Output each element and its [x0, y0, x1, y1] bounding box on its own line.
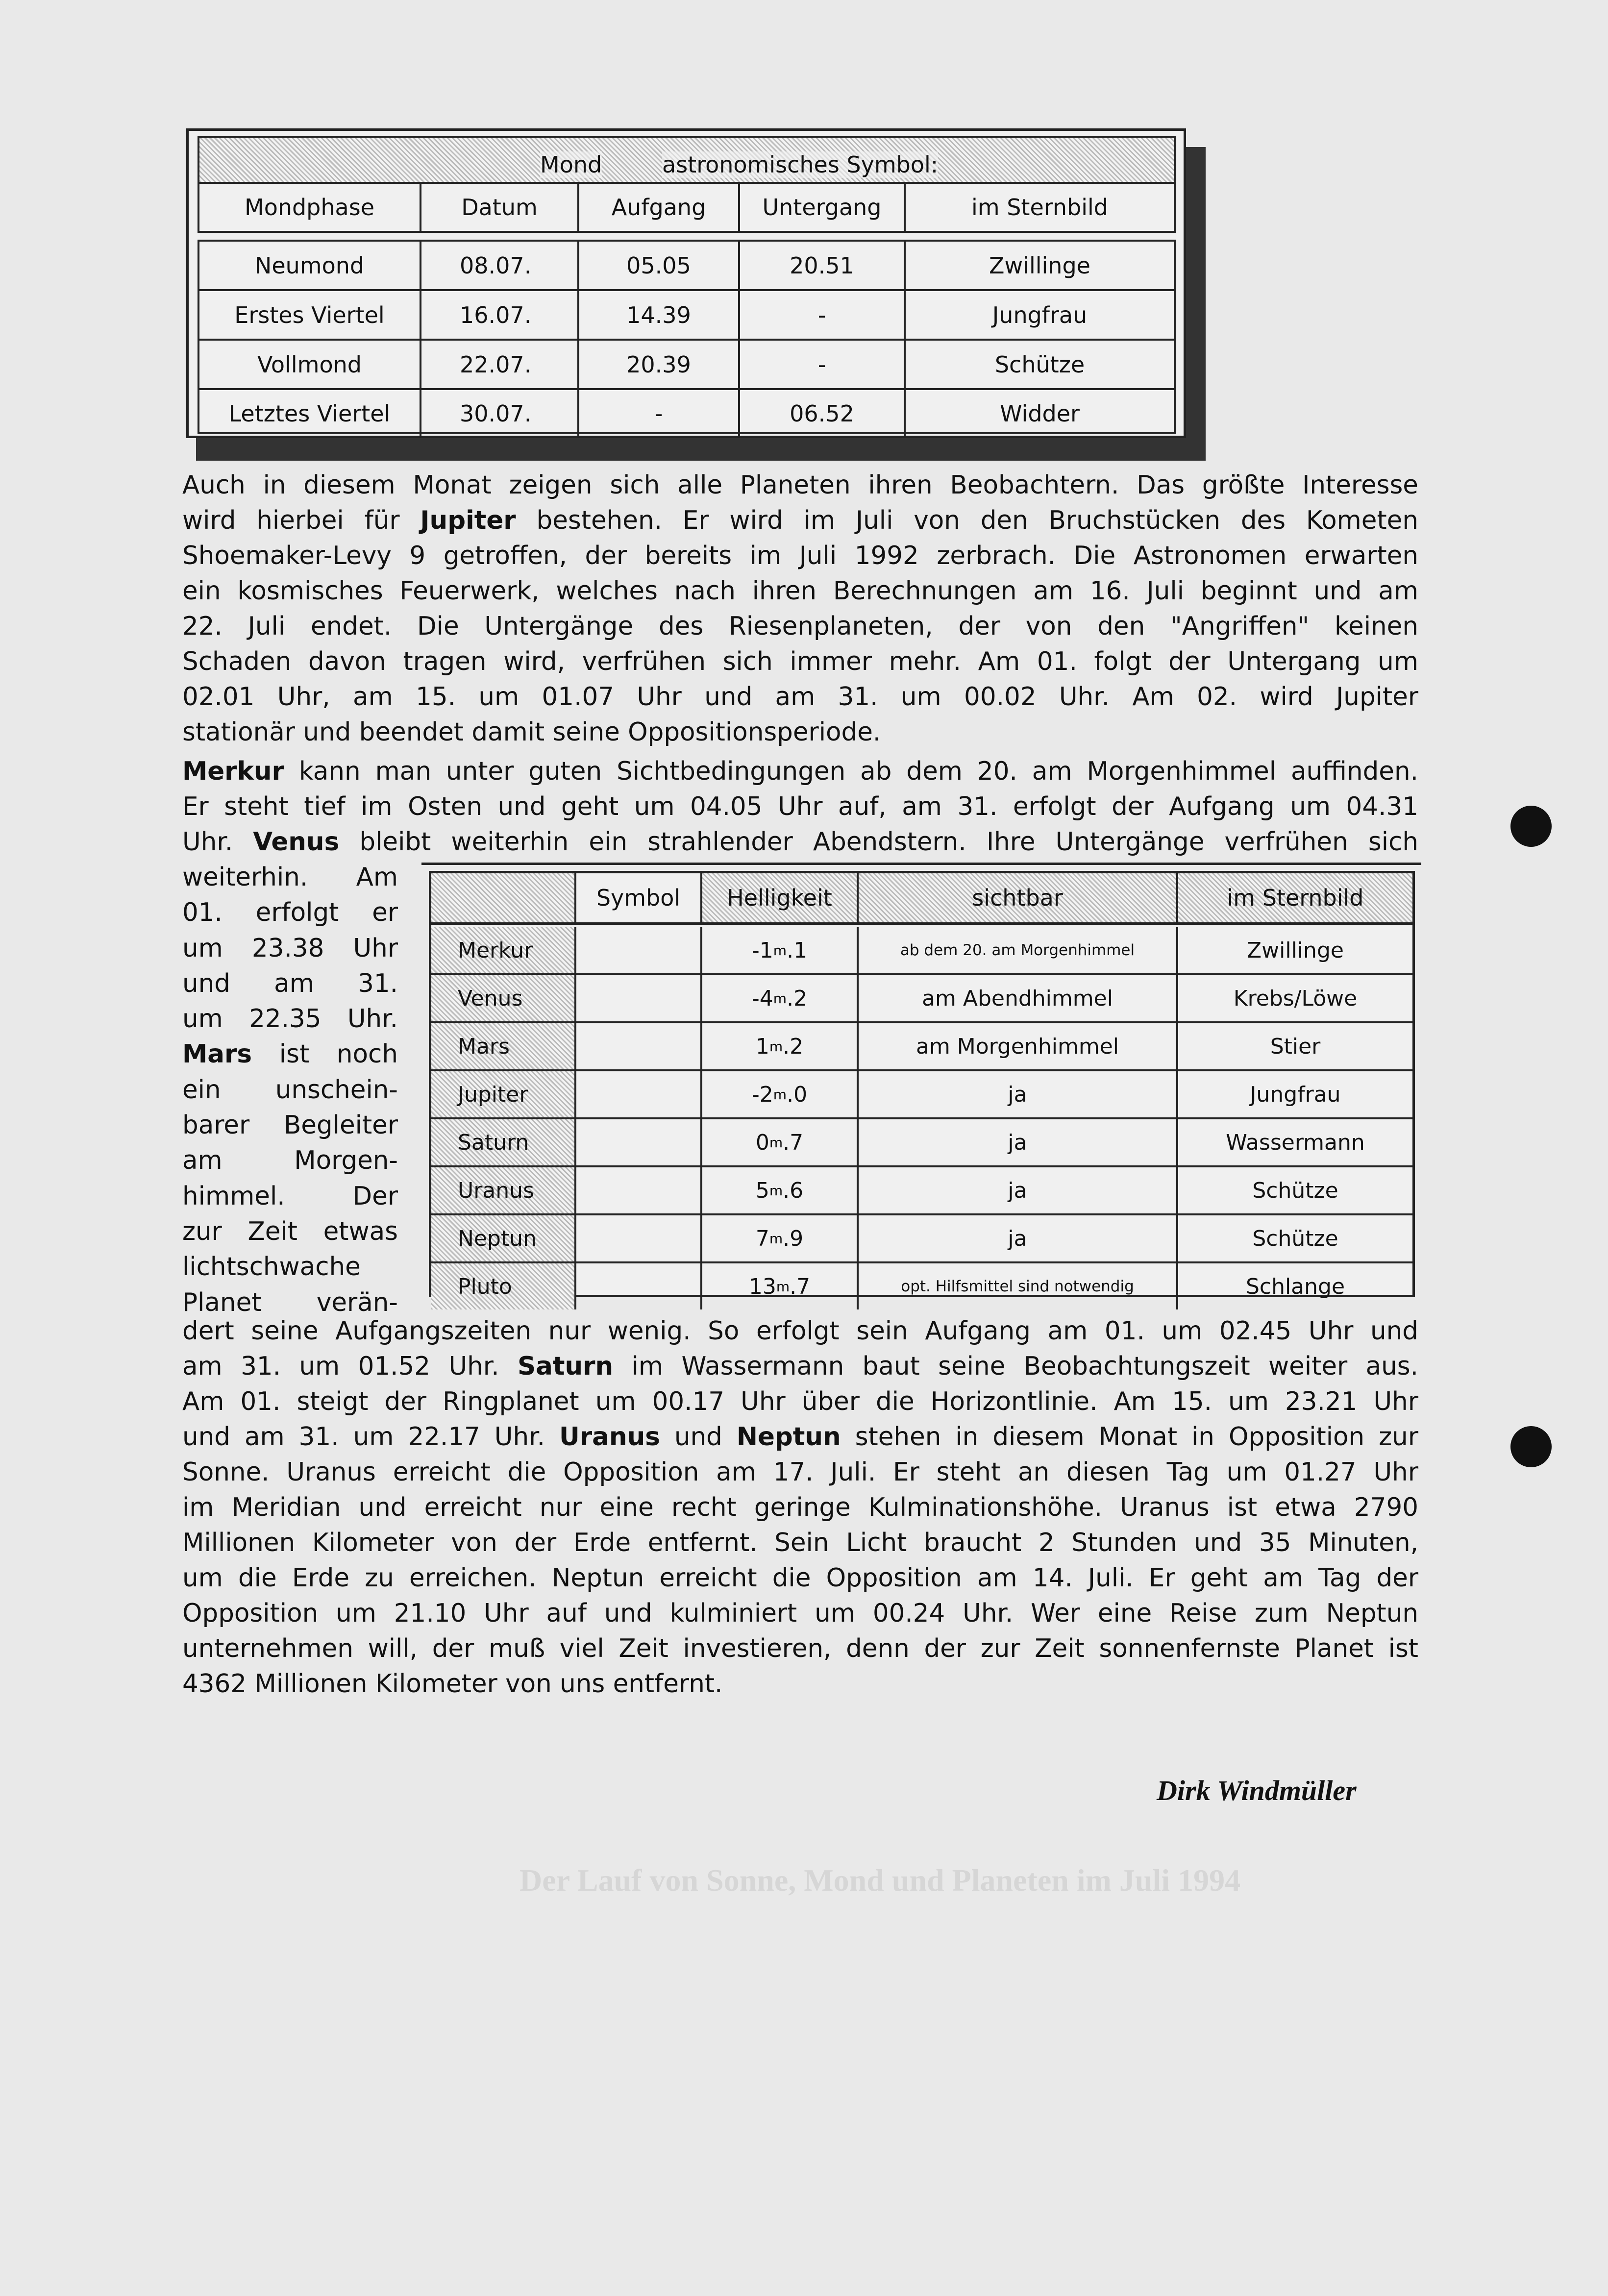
- text-line: [182, 1108, 398, 1143]
- text-run: ein unschein-: [182, 1075, 398, 1105]
- planet-table: [429, 871, 1415, 1297]
- moon-title-left: Mond: [540, 151, 602, 178]
- moon-table-cell: -: [740, 341, 906, 388]
- text-line: [182, 679, 1418, 715]
- planet-name-cell: Uranus: [431, 1167, 576, 1213]
- magnitude-unit: m: [769, 1182, 783, 1199]
- text-run: 02.01 Uhr, am 15. um 01.07 Uhr und am 31. um 00.02 Uhr. Am 02. wird Jupiter: [182, 682, 1418, 712]
- planet-constellation-cell: Jungfrau: [1250, 1082, 1341, 1107]
- moon-header-cell: Mondphase: [199, 184, 421, 231]
- text-line: [182, 1631, 1418, 1666]
- text-line: [182, 1560, 1418, 1596]
- moon-table-cell: Jungfrau: [992, 301, 1088, 328]
- paragraph-jupiter: [182, 468, 1418, 750]
- text-run: am Morgen-: [182, 1146, 398, 1176]
- magnitude-decimal: .7: [783, 1130, 804, 1155]
- text-run: Uhr.: [182, 827, 253, 857]
- magnitude-value: 5: [755, 1178, 769, 1203]
- moon-header-cell: Untergang: [740, 184, 906, 231]
- planet-symbol-cell: [576, 1215, 702, 1261]
- planet-table-row: [431, 975, 1412, 1023]
- text-run: um 22.35 Uhr.: [182, 1004, 398, 1034]
- text-run: ist noch: [252, 1039, 398, 1069]
- planet-magnitude-cell: [702, 1167, 859, 1213]
- planet-magnitude-cell: [702, 1119, 859, 1165]
- magnitude-decimal: .2: [783, 1034, 804, 1059]
- planet-name-cell: Merkur: [431, 927, 576, 973]
- text-run: und: [660, 1422, 737, 1452]
- text-line: [182, 931, 398, 966]
- planet-visibility-cell: ab dem 20. am Morgenhimmel: [859, 927, 1178, 973]
- moon-table-row: [199, 291, 1174, 341]
- planet-table-row: [431, 1167, 1412, 1215]
- moon-table-row: [199, 341, 1174, 390]
- planet-magnitude-cell: [702, 1023, 859, 1069]
- planet-name-cell: Mars: [431, 1023, 576, 1069]
- text-run: Er steht tief im Osten und geht um 04.05 Uhr auf, am 31. erfolgt der Aufgang um 04.31: [182, 792, 1418, 821]
- magnitude-value: 0: [755, 1130, 769, 1155]
- moon-table-cell: Schütze: [994, 351, 1085, 378]
- moon-table-cell: -: [579, 390, 740, 437]
- planet-table-body: [431, 927, 1412, 1299]
- planet-constellation-cell: Schütze: [1252, 1226, 1338, 1251]
- bold-term: Venus: [253, 827, 340, 857]
- text-line: [182, 1596, 1418, 1631]
- magnitude-value: -2: [751, 1082, 773, 1107]
- moon-table-row: [199, 242, 1174, 291]
- magnitude-decimal: .0: [787, 1082, 808, 1107]
- paragraph-mars-narrow: [182, 860, 398, 1320]
- planet-header-cell: Symbol: [576, 873, 702, 922]
- text-run: am 31. um 01.52 Uhr.: [182, 1352, 518, 1381]
- text-run: Millionen Kilometer von der Erde entfernt. Sein Licht braucht 2 Stunden und 35 Minuten,: [182, 1528, 1418, 1557]
- text-line: [182, 1384, 1418, 1419]
- planet-table-top-rule: [421, 863, 1421, 865]
- moon-table-cell: 16.07.: [421, 291, 579, 339]
- paragraph-merkur-venus: [182, 754, 1418, 860]
- moon-header-cell: im Sternbild: [971, 194, 1108, 221]
- magnitude-unit: m: [773, 942, 787, 959]
- planet-name-cell: Pluto: [431, 1263, 576, 1309]
- planet-visibility-cell: ja: [859, 1215, 1178, 1261]
- bleed-through-heading: Der Lauf von Sonne, Mond und Planeten im Juli 1994: [520, 1863, 1241, 1898]
- planet-table-row: [431, 1215, 1412, 1263]
- text-line: [182, 468, 1418, 503]
- moon-table-cell: 20.51: [740, 242, 906, 289]
- planet-symbol-cell: [576, 1023, 702, 1069]
- text-run: kann man unter guten Sichtbedingungen ab dem 20. am Morgenhimmel auffinden.: [284, 757, 1418, 786]
- text-line: [182, 1249, 398, 1284]
- magnitude-decimal: .1: [787, 938, 808, 963]
- planet-name-cell: Saturn: [431, 1119, 576, 1165]
- text-run: dert seine Aufgangszeiten nur wenig. So erfolgt sein Aufgang am 01. um 02.45 Uhr und: [182, 1316, 1418, 1346]
- text-line: [182, 789, 1418, 824]
- text-run: bleibt weiterhin ein strahlender Abendstern. Ihre Untergänge verfrühen sich: [339, 827, 1418, 857]
- planet-name-cell: Jupiter: [431, 1071, 576, 1117]
- text-line: [182, 538, 1418, 573]
- text-run: im Wassermann baut seine Beobachtungszeit weiter aus.: [613, 1352, 1418, 1381]
- text-line: [182, 503, 1418, 538]
- bold-term: Merkur: [182, 757, 284, 786]
- text-run: 01. erfolgt er: [182, 898, 398, 928]
- moon-table-cell: 14.39: [579, 291, 740, 339]
- text-run: Planet verän-: [182, 1287, 398, 1317]
- magnitude-unit: m: [773, 990, 787, 1007]
- text-line: [182, 860, 398, 895]
- moon-table-cell: 06.52: [740, 390, 906, 437]
- text-line: [182, 1001, 398, 1037]
- magnitude-value: -1: [751, 938, 773, 963]
- planet-constellation-cell: Zwillinge: [1247, 938, 1344, 963]
- text-run: bestehen. Er wird im Juli von den Bruchstücken des Kometen: [516, 506, 1418, 535]
- planet-header-cell: im Sternbild: [1178, 873, 1412, 922]
- planet-name-cell: Venus: [431, 975, 576, 1021]
- text-run: Opposition um 21.10 Uhr auf und kulminiert um 00.24 Uhr. Wer eine Reise zum Neptun: [182, 1599, 1418, 1628]
- planet-header-cell: [431, 873, 576, 922]
- moon-header-cell: Datum: [421, 184, 579, 231]
- moon-table-row: [199, 390, 1174, 437]
- moon-table-cell: 30.07.: [421, 390, 579, 437]
- text-run: 22. Juli endet. Die Untergänge des Riesenplaneten, der von den "Angriffen" keinen: [182, 612, 1418, 641]
- planet-name-cell: Neptun: [431, 1215, 576, 1261]
- magnitude-decimal: .7: [790, 1274, 811, 1299]
- text-line: [182, 715, 1418, 750]
- planet-visibility-cell: ja: [859, 1119, 1178, 1165]
- text-run: barer Begleiter: [182, 1111, 398, 1140]
- text-line: [182, 1525, 1418, 1560]
- planet-constellation-cell: Krebs/Löwe: [1233, 986, 1358, 1011]
- text-run: unternehmen will, der muß viel Zeit investieren, denn der zur Zeit sonnenfernste Planet ist: [182, 1634, 1418, 1663]
- text-run: Schaden davon tragen wird, verfrühen sich immer mehr. Am 01. folgt der Untergang um: [182, 647, 1418, 676]
- planet-symbol-cell: [576, 1071, 702, 1117]
- text-line: [182, 895, 398, 930]
- moon-table-cell: 22.07.: [421, 341, 579, 388]
- magnitude-unit: m: [769, 1038, 783, 1055]
- magnitude-value: 1: [755, 1034, 769, 1059]
- bold-term: Uranus: [559, 1422, 660, 1452]
- bold-term: Neptun: [736, 1422, 841, 1452]
- paragraph-saturn-uranus-neptun: [182, 1313, 1418, 1702]
- planet-visibility-cell: opt. Hilfsmittel sind notwendig: [859, 1263, 1178, 1309]
- magnitude-value: 13: [748, 1274, 776, 1299]
- moon-table-cell: 20.39: [579, 341, 740, 388]
- text-run: ein kosmisches Feuerwerk, welches nach ihren Berechnungen am 16. Juli beginnt und am: [182, 576, 1418, 606]
- punch-hole: [1510, 806, 1552, 847]
- magnitude-unit: m: [769, 1134, 783, 1151]
- text-run: Auch in diesem Monat zeigen sich alle Planeten ihren Beobachtern. Das größte Interesse: [182, 470, 1418, 500]
- planet-magnitude-cell: [702, 1071, 859, 1117]
- moon-table-cell: 05.05: [579, 242, 740, 289]
- moon-table-cell: Erstes Viertel: [199, 291, 421, 339]
- text-line: [182, 1214, 398, 1249]
- planet-visibility-cell: am Abendhimmel: [859, 975, 1178, 1021]
- punch-hole: [1510, 1426, 1552, 1467]
- text-run: und am 31. um 22.17 Uhr.: [182, 1422, 559, 1452]
- magnitude-decimal: .9: [783, 1226, 804, 1251]
- text-run: himmel. Der: [182, 1181, 398, 1211]
- text-run: stehen in diesem Monat in Opposition zur: [841, 1422, 1418, 1452]
- text-run: im Meridian und erreicht nur eine recht geringe Kulminationshöhe. Uranus ist etwa 2790: [182, 1493, 1418, 1522]
- planet-table-row: [431, 927, 1412, 975]
- text-line: [182, 1179, 398, 1214]
- magnitude-decimal: .2: [787, 986, 808, 1011]
- magnitude-unit: m: [776, 1278, 790, 1295]
- magnitude-value: 7: [755, 1226, 769, 1251]
- text-run: Am 01. steigt der Ringplanet um 00.17 Uhr über die Horizontlinie. Am 15. um 23.21 Uhr: [182, 1387, 1418, 1416]
- text-run: weiterhin. Am: [182, 863, 398, 892]
- planet-visibility-cell: ja: [859, 1167, 1178, 1213]
- text-run: und am 31.: [182, 968, 398, 998]
- moon-table-cell: 08.07.: [421, 242, 579, 289]
- planet-symbol-cell: [576, 975, 702, 1021]
- bold-term: Jupiter: [420, 506, 516, 535]
- moon-table-cell: -: [740, 291, 906, 339]
- planet-header-cell: Helligkeit: [702, 873, 859, 922]
- text-run: wird hierbei für: [182, 506, 421, 535]
- text-line: [182, 1666, 1418, 1702]
- planet-constellation-cell: Wassermann: [1226, 1130, 1365, 1155]
- text-run: um 23.38 Uhr: [182, 933, 398, 963]
- magnitude-unit: m: [769, 1230, 783, 1247]
- text-run: Sonne. Uranus erreicht die Opposition am 17. Juli. Er steht an diesen Tag um 01.27 Uhr: [182, 1457, 1418, 1487]
- planet-magnitude-cell: [702, 975, 859, 1021]
- planet-constellation-cell: Stier: [1270, 1034, 1321, 1059]
- moon-title-right: astronomisches Symbol:: [662, 151, 939, 178]
- planet-header-cell: sichtbar: [859, 873, 1178, 922]
- text-line: [182, 824, 1418, 860]
- planet-table-row: [431, 1263, 1412, 1309]
- planet-magnitude-cell: [702, 1215, 859, 1261]
- moon-table-cell: Letztes Viertel: [199, 390, 421, 437]
- text-line: [182, 966, 398, 1001]
- text-run: lichtschwache: [182, 1252, 361, 1282]
- text-run: zur Zeit etwas: [182, 1216, 398, 1246]
- text-run: Shoemaker-Levy 9 getroffen, der bereits im Juli 1992 zerbrach. Die Astronomen erwarten: [182, 541, 1418, 570]
- text-run: um die Erde zu erreichen. Neptun erreicht die Opposition am 14. Juli. Er geht am Tag der: [182, 1563, 1418, 1593]
- planet-constellation-cell: Schütze: [1252, 1178, 1338, 1203]
- planet-visibility-cell: am Morgenhimmel: [859, 1023, 1178, 1069]
- text-run: 4362 Millionen Kilometer von uns entfernt.: [182, 1669, 723, 1699]
- text-line: [182, 1349, 1418, 1384]
- moon-table: [186, 128, 1186, 438]
- moon-table-header: [198, 184, 1176, 233]
- planet-table-header: [431, 873, 1412, 925]
- text-line: [182, 754, 1418, 789]
- planet-magnitude-cell: [702, 1263, 859, 1309]
- text-run: stationär und beendet damit seine Oppositionsperiode.: [182, 717, 881, 747]
- magnitude-decimal: .6: [783, 1178, 804, 1203]
- text-line: [182, 1037, 398, 1072]
- moon-header-cell: Aufgang: [579, 184, 740, 231]
- planet-constellation-cell: Schlange: [1245, 1274, 1345, 1299]
- text-line: [182, 1490, 1418, 1525]
- text-line: [182, 609, 1418, 644]
- moon-table-cell: Widder: [1000, 400, 1080, 427]
- magnitude-value: -4: [751, 986, 773, 1011]
- text-line: [182, 644, 1418, 679]
- text-line: [182, 573, 1418, 609]
- planet-visibility-cell: ja: [859, 1071, 1178, 1117]
- moon-table-cell: Zwillinge: [989, 252, 1090, 279]
- moon-table-title: [198, 136, 1176, 184]
- moon-table-body: [198, 240, 1176, 434]
- text-line: [182, 1419, 1418, 1455]
- text-line: [182, 1455, 1418, 1490]
- text-line: [182, 1072, 398, 1108]
- text-line: [182, 1313, 1418, 1349]
- planet-magnitude-cell: [702, 927, 859, 973]
- moon-table-cell: Neumond: [199, 242, 421, 289]
- planet-table-row: [431, 1071, 1412, 1119]
- planet-symbol-cell: [576, 1167, 702, 1213]
- planet-symbol-cell: [576, 1119, 702, 1165]
- planet-table-row: [431, 1023, 1412, 1071]
- bold-term: Saturn: [518, 1352, 614, 1381]
- author-signature: Dirk Windmüller: [1157, 1775, 1357, 1806]
- planet-symbol-cell: [576, 927, 702, 973]
- bold-term: Mars: [182, 1039, 252, 1069]
- moon-table-cell: Vollmond: [199, 341, 421, 388]
- planet-table-row: [431, 1119, 1412, 1167]
- text-line: [182, 1143, 398, 1178]
- planet-symbol-cell: [576, 1263, 702, 1309]
- magnitude-unit: m: [773, 1086, 787, 1103]
